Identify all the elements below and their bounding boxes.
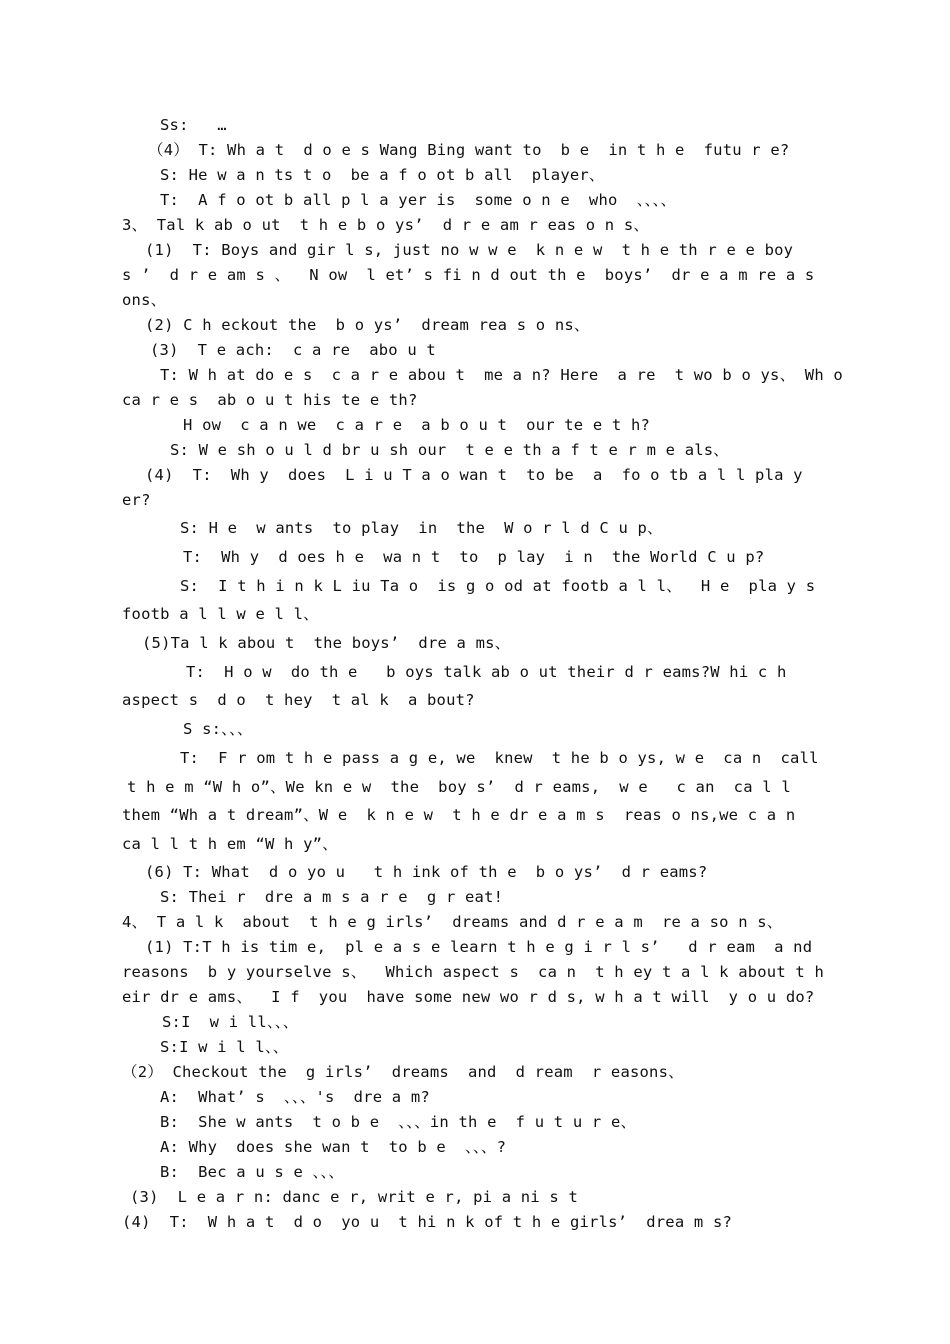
- text-line-16: er?: [122, 491, 151, 509]
- text-line-17: S: H e w ants to play in the W o r l d C u p、: [180, 519, 663, 537]
- text-line-11: T: W h at do e s c a r e abou t me a n? Here a re t wo b o ys、 Wh o: [160, 366, 843, 384]
- text-line-9: (2) C h eckout the b o ys’ dream rea s o ns、: [145, 316, 590, 334]
- text-line-27: them “Wh a t dream”、W e k n e w t h e dr e a m s reas o ns,we c a n: [122, 806, 796, 824]
- text-line-21: (5)Ta l k abou t the boys’ dre a ms、: [142, 634, 511, 652]
- text-line-3: S: He w a n ts t o be a f o ot b all player、: [160, 166, 605, 184]
- text-line-33: reasons b y yourselve s、 Which aspect s ca n t h ey t a l k about t h: [122, 963, 824, 981]
- text-line-23: aspect s d o t hey t al k a bout?: [122, 691, 475, 709]
- text-line-39: B: She w ants t o b e 、、、in th e f u t u r e、: [160, 1113, 637, 1131]
- text-line-19: S: I t h i n k L iu Ta o is g o od at footb a l l、 H e pla y s: [180, 577, 816, 595]
- text-line-18: T: Wh y d oes h e wa n t to p lay i n the World C u p?: [183, 548, 765, 566]
- text-line-20: footb a l l w e l l、: [122, 605, 319, 623]
- text-line-31: 4、 T a l k about t h e g irls’ dreams and d r e a m re a so n s、: [122, 913, 783, 931]
- text-line-28: ca l l t h em “W h y”、: [122, 835, 338, 853]
- text-line-26: t h e m “W h o”、We kn e w the boy s’ d r eams, w e c an ca l l: [127, 778, 791, 796]
- text-line-37: （2） Checkout the g irls’ dreams and d ream r easons、: [122, 1063, 684, 1081]
- text-line-42: (3) L e a r n: danc e r, writ e r, pi a ni s t: [130, 1188, 578, 1206]
- text-line-35: S:I w i ll、、、: [162, 1013, 299, 1031]
- text-line-10: (3) T e ach: c a re abo u t: [150, 341, 436, 359]
- text-line-6: (1) T: Boys and gir l s, just no w w e k n e w t h e th r e e boy: [145, 241, 794, 259]
- text-line-34: eir dr e ams、 I f you have some new wo r d s, w h a t will y o u do?: [122, 988, 815, 1006]
- text-line-5: 3、 Tal k ab o ut t h e b o ys’ d r e am r eas o n s、: [122, 216, 650, 234]
- text-line-43: (4) T: W h a t d o yo u t hi n k of t h e girls’ drea m s?: [122, 1213, 733, 1231]
- text-line-4: T: A f o ot b all p l a yer is some o n e who 、、、、: [160, 191, 677, 209]
- text-line-29: (6) T: What d o yo u t h ink of th e b o ys’ d r eams?: [145, 863, 708, 881]
- text-line-30: S: Thei r dre a m s a r e g r eat!: [160, 888, 504, 906]
- text-line-41: B: Bec a u s e 、、、: [160, 1163, 345, 1181]
- text-line-24: S s:、、、: [183, 720, 253, 738]
- text-line-7: s ’ d r e am s 、 N ow l et’ s fi n d out th e boys’ dr e a m re a s: [122, 266, 815, 284]
- text-line-22: T: H o w do th e b oys talk ab o ut their d r eams?W hi c h: [186, 663, 787, 681]
- text-line-32: (1) T:T h is tim e, pl e a s e learn t h e g i r l s’ d r eam a nd: [145, 938, 813, 956]
- text-line-12: ca r e s ab o u t his te e th?: [122, 391, 418, 409]
- text-line-1: Ss: …: [160, 116, 227, 134]
- text-line-25: T: F r om t h e pass a g e, we knew t he b o ys, w e ca n call: [180, 749, 819, 767]
- text-line-13: H ow c a n we c a r e a b o u t our te e t h?: [183, 416, 651, 434]
- text-line-14: S: W e sh o u l d br u sh our t e e th a f t e r m e als、: [170, 441, 730, 459]
- text-line-38: A: What’ s 、、、's dre a m?: [160, 1088, 430, 1106]
- text-line-8: ons、: [122, 291, 167, 309]
- text-line-36: S:I w i l l、、: [160, 1038, 289, 1056]
- text-line-2: （4） T: Wh a t d o e s Wang Bing want to b e in t h e futu r e?: [148, 141, 790, 159]
- text-line-15: (4) T: Wh y does L i u T a o wan t to be a fo o tb a l l pla y: [145, 466, 803, 484]
- text-line-40: A: Why does she wan t to b e 、、、?: [160, 1138, 507, 1156]
